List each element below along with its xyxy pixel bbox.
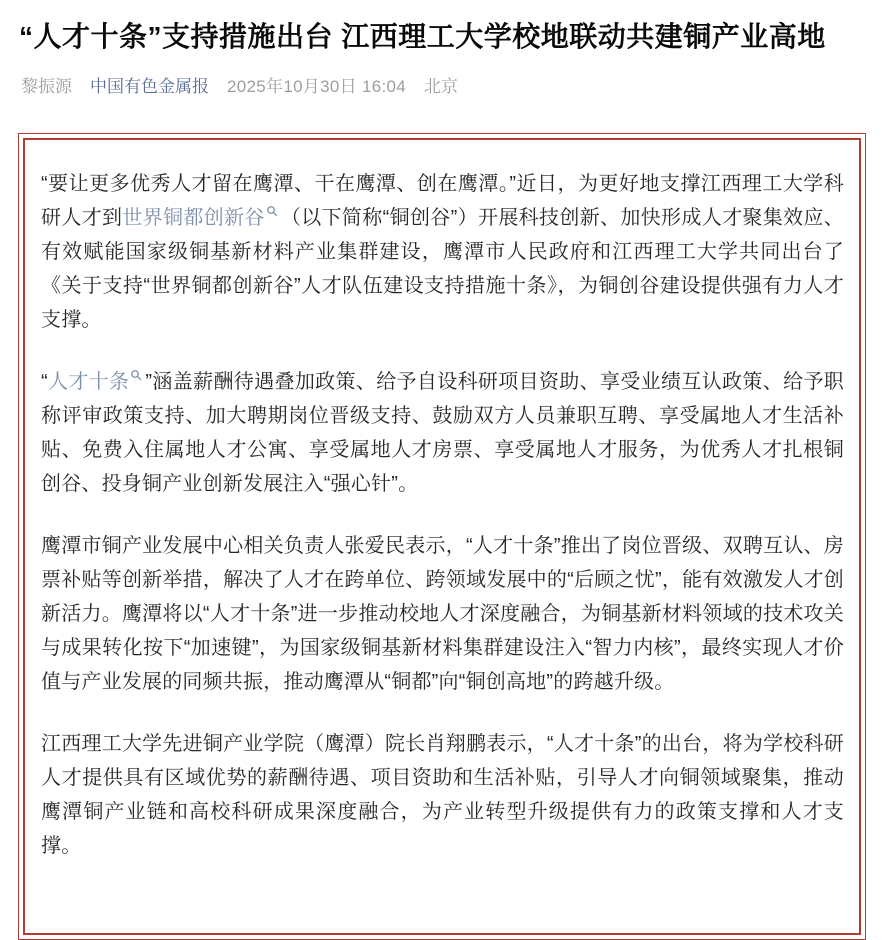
search-icon [130,369,142,381]
inline-search-link[interactable]: 人才十条 [48,371,146,393]
byline [21,72,866,97]
search-icon [266,205,278,217]
paragraph: “要让更多优秀人才留在鹰潭、干在鹰潭、创在鹰潭。”近日，为更好地支撑江西理工大学科研人才到世界铜都创新谷 （以下简称“铜创谷”）开展科技创新、加快形成人才聚集效应、有效赋能国家级铜基新材料产业集群建设，鹰潭市人民政府和江西理工大学共同出台了《关于支持“世界铜都创新谷”人才队伍建设支持措施十条》，为铜创谷建设提供强有力人才支撑。 [41,172,844,331]
paragraph: “人才十条 ”涵盖薪酬待遇叠加政策、给予自设科研项目资助、享受业绩互认政策、给予职称评审政策支持、加大聘期岗位晋级支持、鼓励双方人员兼职互聘、享受属地人才生活补贴、免费入住属地人才公寓、享受属地人才房票、享受属地人才服务，为优秀人才扎根铜创谷、投身铜产业创新发展注入“强心针”。 [41,365,844,501]
byline-author: 黎振源 [21,76,72,96]
byline-location: 北京 [424,76,459,96]
page-title: “人才十条”支持措施出台 江西理工大学校地联动共建铜产业高地 [19,21,826,52]
paragraph: 鹰潭市铜产业发展中心相关负责人张爱民表示，“人才十条”推出了岗位晋级、双聘互认、房票补贴等创新举措，解决了人才在跨单位、跨领域发展中的“后顾之忧”，能有效激发人才创新活力。鹰潭将以“人才十条”进一步推动校地人才深度融合，为铜基新材料领域的技术攻关与成果转化按下“加速键”，为国家级铜基新材料集群建设注入“智力内核”，最终实现人才价值与产业发展的同频共振，推动鹰潭从“铜都”向“铜创高地”的跨越升级。 [41,534,844,693]
byline-datetime: 2025年10月30日 16:04 [227,76,407,96]
byline-account-link[interactable]: 中国有色金属报 [90,76,209,96]
content-box-outer-border [18,133,866,940]
inline-search-link[interactable]: 世界铜都创新谷 [122,207,280,229]
paragraph: 江西理工大学先进铜产业学院（鹰潭）院长肖翔鹏表示，“人才十条”的出台，将为学校科研人才提供具有区域优势的薪酬待遇、项目资助和生活补贴，引导人才向铜领域聚集，推动鹰潭铜产业链和高校科研成果深度融合，为产业转型升级提供有力的政策支撑和人才支撑。 [41,732,844,857]
article-body [23,138,861,935]
